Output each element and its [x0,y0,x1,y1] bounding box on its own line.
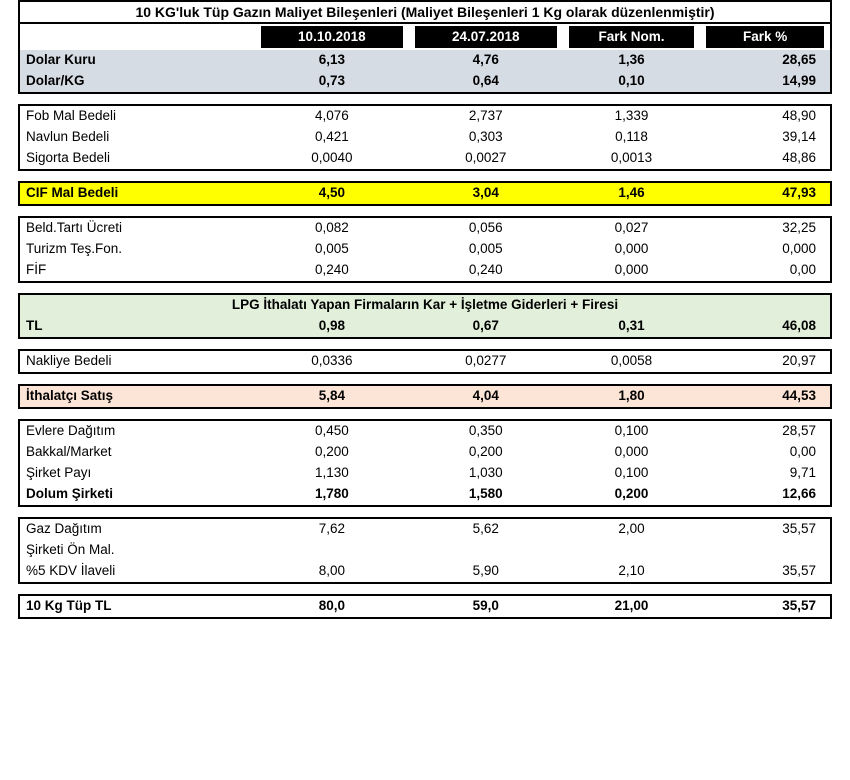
row-value-col4: 46,08 [700,316,830,337]
row-value-col3: 1,46 [563,183,701,204]
row-value-col3: 0,200 [563,484,701,505]
table-row [20,351,830,372]
row-label: Şirket Payı [20,463,255,484]
row-value-col3: 0,118 [563,127,701,148]
row-value-col2: 0,056 [409,218,563,239]
row-label: Sigorta Bedeli [20,148,255,169]
row-value-col1: 0,450 [255,421,409,442]
row-label: İthalatçı Satış [20,386,255,407]
row-value-col4: 12,66 [700,484,830,505]
header-label-blank [20,23,255,50]
row-value-col4: 28,65 [700,50,830,71]
row-label: Bakkal/Market [20,442,255,463]
row-value-col4: 0,00 [700,260,830,281]
table-row [20,519,830,540]
row-value-col1: 80,0 [255,596,409,617]
row-value-col4: 35,57 [700,519,830,540]
row-value-col4: 48,90 [700,106,830,127]
row-value-col1: 1,130 [255,463,409,484]
row-value-col3: 21,00 [563,596,701,617]
table-row [20,421,830,442]
row-value-col3: 2,00 [563,519,701,540]
toplam-block [18,594,832,619]
header-col1: 10.10.2018 [261,26,403,48]
row-value-col3: 1,80 [563,386,701,407]
cif-block [18,181,832,206]
row-value-col2: 0,200 [409,442,563,463]
row-value-col3: 0,027 [563,218,701,239]
table-row [20,71,830,92]
row-label: TL [20,316,255,337]
row-value-col3: 1,339 [563,106,701,127]
gaz-dagitim-block [18,517,832,584]
row-value-col3: 0,100 [563,421,701,442]
header-col2: 24.07.2018 [415,26,557,48]
row-label: Dolar/KG [20,71,255,92]
table-row [20,260,830,281]
table-row [20,106,830,127]
table-row [20,50,830,71]
row-value-col1: 0,98 [255,316,409,337]
row-value-col4: 28,57 [700,421,830,442]
row-value-col2: 0,303 [409,127,563,148]
row-value-col2: 2,737 [409,106,563,127]
row-value-col1: 0,200 [255,442,409,463]
row-label: Navlun Bedeli [20,127,255,148]
row-value-col1: 7,62 [255,519,409,540]
row-value-col3: 0,10 [563,71,701,92]
row-value-col3: 0,000 [563,260,701,281]
row-value-col2: 0,240 [409,260,563,281]
header-col3: Fark Nom. [569,26,695,48]
table-row [20,484,830,505]
row-value-col2: 0,0277 [409,351,563,372]
row-label: CIF Mal Bedeli [20,183,255,204]
row-value-col4: 20,97 [700,351,830,372]
section-subtitle-row [20,295,830,316]
row-value-col4: 47,93 [700,183,830,204]
row-value-col4: 32,25 [700,218,830,239]
row-value-col3: 0,0013 [563,148,701,169]
row-value-col2: 4,76 [409,50,563,71]
row-value-col1: 6,13 [255,50,409,71]
page-title: 10 KG'luk Tüp Gazın Maliyet Bileşenleri (Maliyet Bileşenleri 1 Kg olarak düzenlenmiştir) [20,2,830,23]
lpg-kar-block [18,293,832,339]
row-value-col1: 4,50 [255,183,409,204]
row-value-col2: 4,04 [409,386,563,407]
mal-bedeli-block [18,104,832,171]
row-value-col1: 0,0040 [255,148,409,169]
table-row [20,183,830,204]
row-value-col2: 0,0027 [409,148,563,169]
table-row [20,596,830,617]
nakliye-block [18,349,832,374]
row-value-col4 [700,540,830,561]
row-value-col4: 39,14 [700,127,830,148]
table-row [20,127,830,148]
row-label: Fob Mal Bedeli [20,106,255,127]
row-value-col1: 0,005 [255,239,409,260]
row-value-col2: 1,580 [409,484,563,505]
row-value-col1: 0,421 [255,127,409,148]
row-value-col1 [255,540,409,561]
table-row [20,442,830,463]
table-row [20,148,830,169]
row-value-col1: 1,780 [255,484,409,505]
row-value-col2: 1,030 [409,463,563,484]
row-value-col3 [563,540,701,561]
row-value-col4: 35,57 [700,596,830,617]
row-value-col3: 0,100 [563,463,701,484]
row-value-col2: 0,350 [409,421,563,442]
table-row [20,540,830,561]
row-value-col4: 35,57 [700,561,830,582]
row-value-col1: 0,0336 [255,351,409,372]
row-value-col2: 0,64 [409,71,563,92]
row-label: Beld.Tartı Ücreti [20,218,255,239]
row-value-col2: 0,67 [409,316,563,337]
row-value-col4: 48,86 [700,148,830,169]
row-value-col4: 0,000 [700,239,830,260]
row-value-col2: 59,0 [409,596,563,617]
column-header-row [20,23,830,50]
row-value-col2: 5,62 [409,519,563,540]
row-value-col3: 2,10 [563,561,701,582]
row-value-col4: 9,71 [700,463,830,484]
row-value-col2: 0,005 [409,239,563,260]
table-row [20,239,830,260]
row-label: 10 Kg Tüp TL [20,596,255,617]
header-col1-cell [255,23,409,50]
header-col4-cell [700,23,830,50]
row-label: %5 KDV İlaveli [20,561,255,582]
row-label: Nakliye Bedeli [20,351,255,372]
row-label: Şirketi Ön Mal. [20,540,255,561]
row-value-col1: 0,73 [255,71,409,92]
row-value-col3: 0,31 [563,316,701,337]
row-label: FİF [20,260,255,281]
row-value-col4: 0,00 [700,442,830,463]
table-row [20,463,830,484]
row-value-col2 [409,540,563,561]
header-col4: Fark % [706,26,824,48]
row-label: Turizm Teş.Fon. [20,239,255,260]
row-value-col1: 5,84 [255,386,409,407]
row-label: Dolum Şirketi [20,484,255,505]
dagitim-block [18,419,832,507]
row-value-col4: 44,53 [700,386,830,407]
row-value-col1: 0,082 [255,218,409,239]
row-value-col2: 3,04 [409,183,563,204]
row-label: Dolar Kuru [20,50,255,71]
table-row [20,218,830,239]
table-row [20,316,830,337]
header-col2-cell [409,23,563,50]
section-subtitle: LPG İthalatı Yapan Firmaların Kar + İşletme Giderleri + Firesi [20,295,830,316]
row-value-col4: 14,99 [700,71,830,92]
table-row [20,561,830,582]
row-label: Gaz Dağıtım [20,519,255,540]
row-value-col3: 0,000 [563,239,701,260]
header-col3-cell [563,23,701,50]
row-value-col2: 5,90 [409,561,563,582]
row-value-col1: 4,076 [255,106,409,127]
header-block [18,0,832,94]
row-value-col3: 1,36 [563,50,701,71]
row-value-col1: 8,00 [255,561,409,582]
row-label: Evlere Dağıtım [20,421,255,442]
row-value-col1: 0,240 [255,260,409,281]
table-row [20,386,830,407]
row-value-col3: 0,000 [563,442,701,463]
ithalatci-satis-block [18,384,832,409]
sheet-title-row [20,2,830,23]
row-value-col3: 0,0058 [563,351,701,372]
ucretler-block [18,216,832,283]
